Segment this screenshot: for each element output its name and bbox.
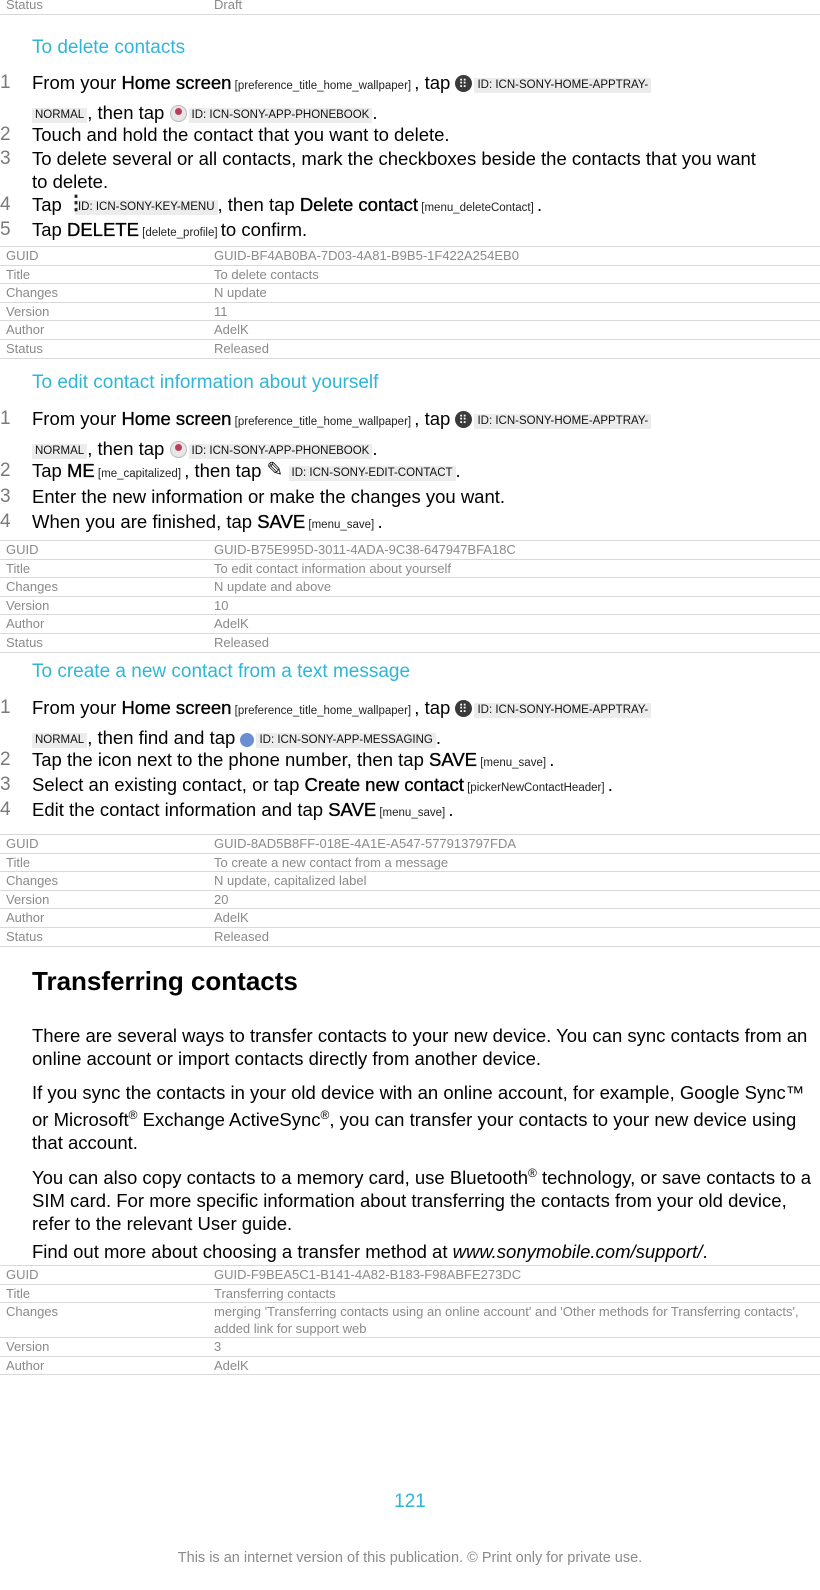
section-title-transferring: Transferring contacts	[32, 966, 298, 996]
paragraph: If you sync the contacts in your old device with an online account, for example, Google Sync™ or Microsoft® Exchange ActiveSync®, you can transfer your contacts to your new device using that account.	[32, 1082, 805, 1154]
meta-key: Status	[0, 0, 208, 14]
top-meta-table	[0, 0, 820, 15]
step-item: 3 To delete several or all contacts, mark the checkboxes beside the contacts that you want to delete.	[0, 148, 756, 192]
step-item: 5 Tap DELETE [delete_profile] to confirm.	[0, 219, 308, 240]
support-link[interactable]: www.sonymobile.com/support/	[452, 1241, 703, 1262]
step-item: 1 From your Home screen [preference_title_home_wallpaper] , tap ⠿ID: ICN-SONY-HOME-APPTRAY- NORMAL , then find and tap ID: ICN-SONY-APP-MESSAGING .	[0, 695, 790, 750]
page-number: 121	[394, 1491, 426, 1512]
app-tray-icon	[455, 411, 472, 428]
step-item: 2 Touch and hold the contact that you want to delete.	[0, 124, 450, 145]
step-item: 1 From your Home screen [preference_title_home_wallpaper] , tap ⠿ID: ICN-SONY-HOME-APPTRAY- NORMAL , then tap ID: ICN-SONY-APP-PHONEBOOK .	[0, 70, 790, 125]
section-heading-create-from-message: To create a new contact from a text message	[32, 661, 411, 682]
step-item: 3 Enter the new information or make the changes you want.	[0, 486, 506, 507]
section-heading-delete: To delete contacts	[32, 37, 186, 58]
paragraph: You can also copy contacts to a memory card, use Bluetooth® technology, or save contacts to a SIM card. For more specific information about transferring the contacts from your old device, refer to the relevant User guide.	[32, 1166, 812, 1235]
meta-value: Draft	[208, 0, 820, 14]
meta-table: GUID GUID-B75E995D-3011-4ADA-9C38-647947BFA18C Title To edit contact information about yourself Changes N update and above Version 10 Author AdelK Status Released	[0, 540, 820, 653]
menu-icon	[67, 197, 73, 214]
step-item: 2 Tap ME [me_capitalized] , then tap ✎ID: ICN-SONY-EDIT-CONTACT .	[0, 458, 790, 488]
meta-table: GUID GUID-F9BEA5C1-B141-4A82-B183-F98ABFE273DC Title Transferring contacts Changes merging 'Transferring contacts using an online account' and 'Other methods for Transferring contacts', added link for support web Version 3 Author AdelK	[0, 1265, 820, 1375]
section-heading-edit-self: To edit contact information about yourself	[32, 372, 379, 393]
app-tray-icon	[455, 700, 472, 717]
step-item: 4 Tap ⋮ID: ICN-SONY-KEY-MENU , then tap Delete contact [menu_deleteContact] .	[0, 192, 790, 222]
edit-contact-icon	[267, 463, 287, 480]
app-tray-icon	[455, 75, 472, 92]
phonebook-icon	[170, 105, 187, 122]
step-item: 2 Tap the icon next to the phone number, then tap SAVE [menu_save] .	[0, 749, 555, 770]
messaging-icon	[240, 733, 254, 747]
step-item: 3 Select an existing contact, or tap Create new contact [pickerNewContactHeader] .	[0, 774, 613, 795]
meta-table: GUID GUID-BF4AB0BA-7D03-4A81-B9B5-1F422A254EB0 Title To delete contacts Changes N update Version 11 Author AdelK Status Released	[0, 246, 820, 359]
footer-note: This is an internet version of this publication. © Print only for private use.	[177, 1550, 643, 1566]
paragraph: Find out more about choosing a transfer method at www.sonymobile.com/support/.	[32, 1241, 708, 1262]
meta-table: GUID GUID-8AD5B8FF-018E-4A1E-A547-577913797FDA Title To create a new contact from a message Changes N update, capitalized label Version 20 Author AdelK Status Released	[0, 834, 820, 947]
step-item: 4 Edit the contact information and tap SAVE [menu_save] .	[0, 799, 454, 820]
step-item: 1 From your Home screen [preference_title_home_wallpaper] , tap ⠿ID: ICN-SONY-HOME-APPTRAY- NORMAL , then tap ID: ICN-SONY-APP-PHONEBOOK .	[0, 406, 790, 461]
phonebook-icon	[170, 441, 187, 458]
paragraph: There are several ways to transfer contacts to your new device. You can sync contacts from an online account or import contacts directly from another device.	[32, 1025, 808, 1069]
step-item: 4 When you are finished, tap SAVE [menu_save] .	[0, 511, 383, 532]
